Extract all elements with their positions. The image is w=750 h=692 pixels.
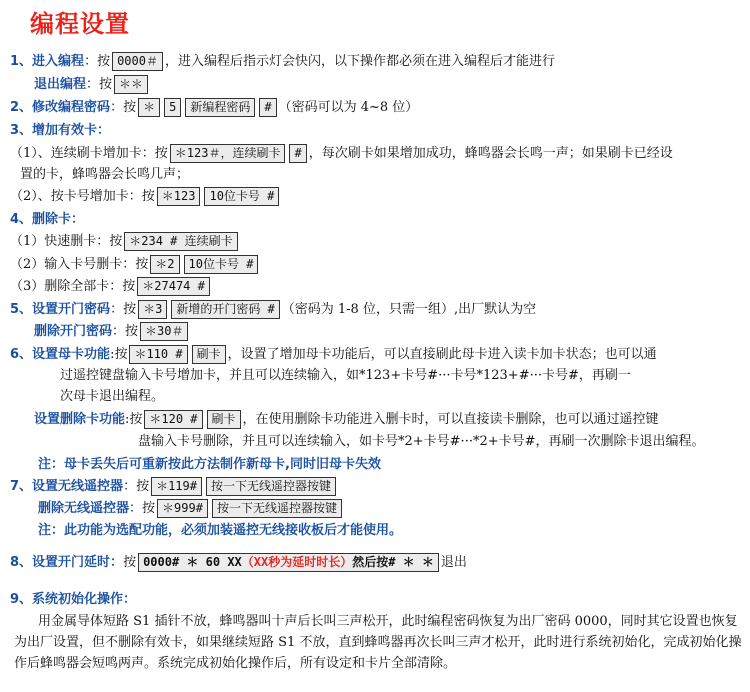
key-sequence: ＊110 #	[129, 345, 187, 364]
section-6-delete-line2: 盘输入卡号删除，并且可以连续输入，如卡号*2+卡号#···*2+卡号#，再刷一次删除卡退出编程。	[138, 434, 705, 449]
key-sequence: ＊234 # 连续刷卡	[124, 232, 237, 251]
section-9-text: 用金属导体短路 S1 插针不放，蜂鸣器叫十声后长叫三声松开，此时编程密码恢复为出厂密码 0000，同时其它设置也恢复为出厂设置，但不删除有效卡，如果继续短路 S1 不放，直到蜂鸣器再次长叫三声才松开，此时进行系统初始化，完成初始化操作后蜂鸣器会短鸣两声。系统完成初始化操作后，所有设定和卡片全部清除。	[14, 614, 742, 671]
section-6-delete-card-function: 设置删除卡功能:按 ＊120 # 刷卡 ，在使用删除卡功能进入删卡时，可以直接读卡删除，也可以通过遥控键	[34, 412, 659, 427]
section-6-master-card: 6、设置母卡功能:按 ＊110 # 刷卡 ，设置了增加母卡功能后，可以直接刷此母卡进入读卡加卡状态；也可以通	[10, 347, 657, 362]
key-sequence: ＊2	[150, 255, 179, 274]
key-sequence: 刷卡	[192, 345, 226, 364]
section-9-heading: 9、系统初始化操作：	[10, 592, 137, 607]
key-sequence: 0000# ＊ 60 XX（XX秒为延时时长）然后按# ＊ ＊	[138, 553, 439, 572]
section-7-note: 注：此功能为选配功能，必须加装遥控无线接收板后才能使用。	[38, 523, 403, 538]
section-3b-add-by-number: （2）、按卡号增加卡：按 ＊123 10位卡号 #	[10, 187, 281, 209]
section-3a-continuous-add: （1）、连续刷卡增加卡：按 ＊123＃，连续刷卡 # ，每次刷卡如果增加成功，蜂鸣器会长鸣一声；如果刷卡已经设	[10, 146, 673, 161]
section-4c-delete-all: （3）删除全部卡：按 ＊27474 #	[10, 277, 212, 299]
section-4-heading: 4、删除卡：	[10, 212, 85, 227]
key-sequence: ＊3	[138, 300, 167, 319]
key-sequence: ＊123＃，连续刷卡	[170, 144, 286, 163]
key-sequence: ＊＊	[114, 75, 148, 94]
key-sequence: 新增的开门密码 #	[171, 300, 279, 319]
section-7-set-remote: 7、设置无线遥控器：按 ＊119# 按一下无线遥控器按键	[10, 477, 338, 499]
section-4a-quick-delete: （1）快速删卡：按 ＊234 # 连续刷卡	[10, 232, 240, 254]
section-3a-continued: 置的卡，蜂鸣器会长鸣几声；	[20, 167, 190, 182]
key-sequence: ＊27474 #	[137, 277, 210, 296]
key-sequence: ＊119#	[151, 477, 202, 496]
section-6-note: 注：母卡丢失后可重新按此方法制作新母卡,同时旧母卡失效	[38, 457, 381, 472]
key-sequence: ＊123	[157, 187, 201, 206]
section-5-set-door-password: 5、设置开门密码：按 ＊3 新增的开门密码 # （密码为 1-8 位，只需一组）,出厂默认为空	[10, 302, 537, 317]
key-sequence: #	[259, 98, 276, 117]
section-2-change-password: 2、修改编程密码：按 ＊ 5 新编程密码 # （密码可以为 4~8 位）	[10, 100, 419, 115]
section-4b-delete-by-number: （2）输入卡号删卡：按 ＊2 10位卡号 #	[10, 255, 260, 277]
key-sequence: ＊	[138, 98, 160, 117]
key-sequence: 刷卡	[207, 410, 241, 429]
section-3-heading: 3、增加有效卡：	[10, 123, 111, 138]
key-sequence: 新编程密码	[185, 98, 255, 117]
key-sequence: ＊120 #	[144, 410, 202, 429]
key-sequence: ＊999#	[157, 499, 208, 518]
page-title: 编程设置	[30, 10, 130, 38]
section-1-exit-programming: 退出编程：按 ＊＊	[34, 75, 150, 97]
key-sequence: 按一下无线遥控器按键	[212, 499, 342, 518]
key-sequence: 10位卡号 #	[204, 187, 279, 206]
key-sequence: ＊30＃	[140, 322, 188, 341]
section-8-door-delay: 8、设置开门延时：按 0000# ＊ 60 XX（XX秒为延时时长）然后按# ＊ ＊ 退出	[10, 555, 467, 570]
section-7-delete-remote: 删除无线遥控器：按 ＊999# 按一下无线遥控器按键	[38, 499, 344, 521]
key-sequence: 5	[164, 98, 181, 117]
section-1-enter-programming: 1、进入编程：按 0000＃ ，进入编程后指示灯会快闪，以下操作都必须在进入编程后才能进行	[10, 54, 555, 69]
key-sequence: #	[289, 144, 306, 163]
key-sequence: 按一下无线遥控器按键	[206, 477, 336, 496]
section-5-delete-door-password: 删除开门密码：按 ＊30＃	[34, 322, 190, 344]
key-sequence: 10位卡号 #	[184, 255, 259, 274]
key-sequence: 0000＃	[112, 52, 163, 71]
section-6-line2: 过遥控键盘输入卡号增加卡，并且可以连续输入，如*123+卡号#···卡号*123+#···卡号#，再刷一	[60, 368, 631, 383]
section-6-line3: 次母卡退出编程。	[60, 389, 165, 404]
